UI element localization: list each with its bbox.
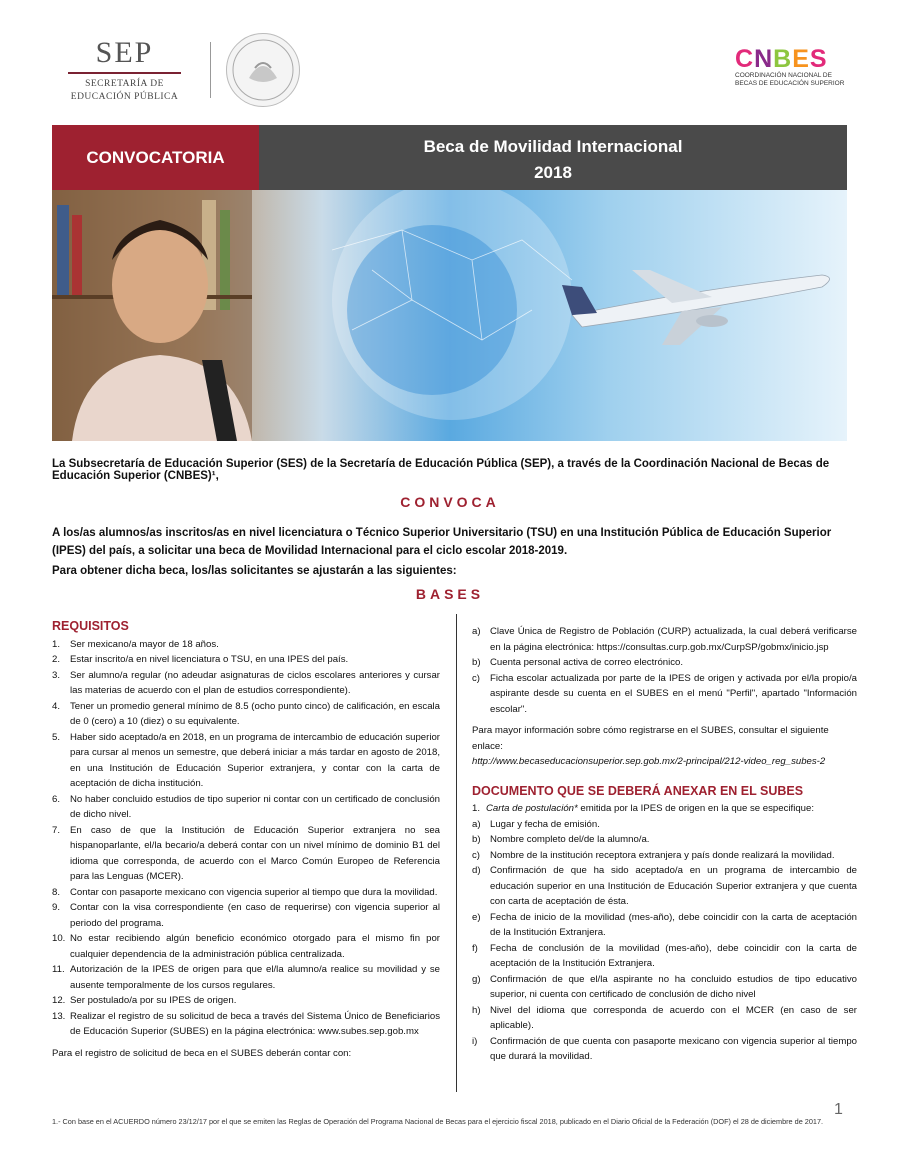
convoca-heading: CONVOCA bbox=[400, 494, 500, 510]
sep-logo-text: SEP bbox=[95, 36, 154, 69]
registro-list bbox=[472, 624, 857, 717]
sep-logo-rule bbox=[68, 72, 181, 74]
requisitos-section bbox=[52, 619, 440, 1061]
list-item: 8. Contar con pasaporte mexicano con vigencia superior al tiempo que dura la movilidad. bbox=[52, 886, 438, 898]
requisitos-list bbox=[52, 637, 440, 1040]
list-item: 12. Ser postulado/a por su IPES de origen. bbox=[52, 995, 237, 1006]
list-item: 13. Realizar el registro de su solicitud de beca a través del Sistema Único de Beneficiarios de Educación Superior (SUBES) en la página electrónica: www.subes.sep.gob.mx bbox=[52, 1010, 440, 1037]
title-banner bbox=[259, 125, 847, 190]
carta-postulacion-label: Carta de postulación* bbox=[486, 803, 578, 814]
cnbes-logo-sub1: COORDINACIÓN NACIONAL DE bbox=[735, 72, 832, 79]
list-item: b) Cuenta personal activa de correo electrónico. bbox=[472, 657, 684, 668]
list-item: 10. No estar recibiendo algún beneficio económico otorgado para el mismo fin por cualquier dependencia de la administración pública centralizada. bbox=[52, 933, 440, 960]
list-item: 1. Ser mexicano/a mayor de 18 años. bbox=[52, 638, 219, 650]
page-number: 1 bbox=[834, 1101, 843, 1118]
documento-item-text: emitida por la IPES de origen en la que se especifique: bbox=[577, 803, 814, 814]
sep-logo-line1: SECRETARÍA DE bbox=[85, 79, 164, 89]
list-item: 4. Tener un promedio general mínimo de 8.5 (ocho punto cinco) de calificación, en escala de 0 (cero) a 10 (diez) o su equivalente. bbox=[52, 700, 440, 727]
list-item: g) Confirmación de que el/la aspirante no ha concluido estudios de tipo educativo superior, ni cuenta con certificado de conclusión de dicho nivel bbox=[472, 973, 857, 1000]
logo-divider bbox=[210, 42, 211, 98]
more-info-text: Para mayor información sobre cómo registrarse en el SUBES, consultar el siguiente enlace: bbox=[472, 725, 829, 752]
list-item: i) Confirmación de que cuenta con pasaporte mexicano con vigencia superior al tiempo que durará la movilidad. bbox=[472, 1035, 857, 1062]
documento-heading: DOCUMENTO QUE SE DEBERÁ ANEXAR EN EL SUBES bbox=[472, 783, 804, 798]
list-item: 9. Contar con la visa correspondiente (en caso de requerirse) con vigencia superior al periodo del programa. bbox=[52, 902, 440, 929]
sep-logo-line2: EDUCACIÓN PÚBLICA bbox=[70, 92, 179, 102]
cnbes-logo-word: CNBES bbox=[735, 45, 828, 73]
hero-image bbox=[52, 190, 847, 441]
column-divider bbox=[456, 614, 457, 1092]
documento-item: 1. Carta de postulación* emitida por la IPES de origen en la que se especifique: bbox=[472, 803, 814, 814]
list-item: 2. Estar inscrito/a en nivel licenciatura o TSU, en una IPES del país. bbox=[52, 654, 349, 665]
list-item: d) Confirmación de que ha sido aceptado/a en un programa de intercambio de educación superior en una Institución de Educación Superior extranjera y que cuenta con carta de aceptación de ésta. bbox=[472, 865, 857, 907]
footnote: 1.- Con base en el ACUERDO número 23/12/17 por el que se emiten las Reglas de Operación del Programa Nacional de Becas para el ejercicio fiscal 2018, publicado en el Diario Oficial de la Federación (DOF) el 28 de diciembre de 2017. bbox=[52, 1117, 824, 1126]
documento-sublist bbox=[472, 817, 857, 1065]
list-item: b) Nombre completo del/de la alumno/a. bbox=[472, 834, 650, 845]
list-item: a) Clave Única de Registro de Población (CURP) actualizada, la cual deberá verificarse en la página electrónica: https://consultas.curp.gob.mx/CurpSP/gobmx/inicio.jsp bbox=[472, 626, 857, 653]
bases-heading: BASES bbox=[415, 586, 485, 602]
intro-paragraph: La Subsecretaría de Educación Superior (SES) de la Secretaría de Educación Pública (SEP), a través de la Coordinación Nacional de Becas de Educación Superior (CNBES)¹, bbox=[52, 458, 830, 482]
hero-illustration bbox=[52, 190, 847, 441]
banner-title: Beca de Movilidad Internacional bbox=[423, 137, 683, 156]
list-item: 7. En caso de que la Institución de Educación Superior extranjera no sea hispanoparlante, el/la becario/a deberá contar con un nivel mínimo de dominio B1 del idioma que corresponda, de acuerdo con el Marco Común Europeo de Referencia para las Lenguas (MCER). bbox=[52, 824, 440, 882]
list-item: 3. Ser alumno/a regular (no adeudar asignaturas de ciclos escolares anteriores y cursar las materias de acuerdo con el plan de estudios correspondiente). bbox=[52, 669, 440, 696]
list-item: h) Nivel del idioma que corresponda de acuerdo con el MCER (en caso de ser aplicable). bbox=[472, 1004, 857, 1031]
requisitos-heading: REQUISITOS bbox=[52, 619, 129, 633]
subes-video-link[interactable]: http://www.becaseducacionsuperior.sep.gob.mx/2-principal/212-video_reg_subes-2 bbox=[472, 756, 826, 767]
national-seal-icon bbox=[226, 33, 300, 107]
convocatoria-label: CONVOCATORIA bbox=[52, 125, 259, 190]
list-item: 11. Autorización de la IPES de origen para que el/la alumno/a realice su movilidad y se ausente temporalmente de los cursos regulares. bbox=[52, 964, 440, 991]
list-item: a) Lugar y fecha de emisión. bbox=[472, 818, 600, 830]
list-item: f) Fecha de conclusión de la movilidad (mes-año), debe coincidir con la carta de aceptación de la Institución Extranjera. bbox=[472, 942, 857, 969]
sep-logo bbox=[62, 38, 187, 104]
cnbes-logo bbox=[735, 46, 845, 88]
bases-intro: Para obtener dicha beca, los/las solicitantes se ajustarán a las siguientes: bbox=[52, 565, 457, 577]
registro-section bbox=[472, 624, 857, 1065]
banner-year: 2018 bbox=[534, 163, 572, 182]
list-item: c) Ficha escolar actualizada por parte de la IPES de origen y activada por el/la propio/a aspirante desde su cuenta en el SUBES en el menú "Perfil", apartado "Información escolar". bbox=[472, 672, 857, 715]
list-item: e) Fecha de inicio de la movilidad (mes-año), debe coincidir con la carta de aceptación de la Institución Extranjera. bbox=[472, 911, 857, 938]
list-item: 6. No haber concluido estudios de tipo superior ni contar con un certificado de conclusión de dicho nivel. bbox=[52, 793, 440, 820]
cnbes-logo-sub2: BECAS DE EDUCACIÓN SUPERIOR bbox=[735, 80, 845, 87]
list-item: c) Nombre de la institución receptora extranjera y país donde realizará la movilidad. bbox=[472, 849, 835, 861]
convoca-paragraph: A los/as alumnos/as inscritos/as en nivel licenciatura o Técnico Superior Universitario (TSU) en una Institución Pública de Educación Superior (IPES) del país, a solicitar una beca de Movilidad Internacional para el ciclo escolar 2018-2019. bbox=[52, 527, 832, 557]
list-item: 5. Haber sido aceptado/a en 2018, en un programa de intercambio de educación superior para cursar al menos un semestre, que deberá iniciar a más tardar en agosto de 2018, en una Institución de Educación Superior extranjera, y contar con la carta de aceptación de dicha institución. bbox=[52, 731, 440, 789]
registro-intro: Para el registro de solicitud de beca en el SUBES deberán contar con: bbox=[52, 1047, 352, 1059]
